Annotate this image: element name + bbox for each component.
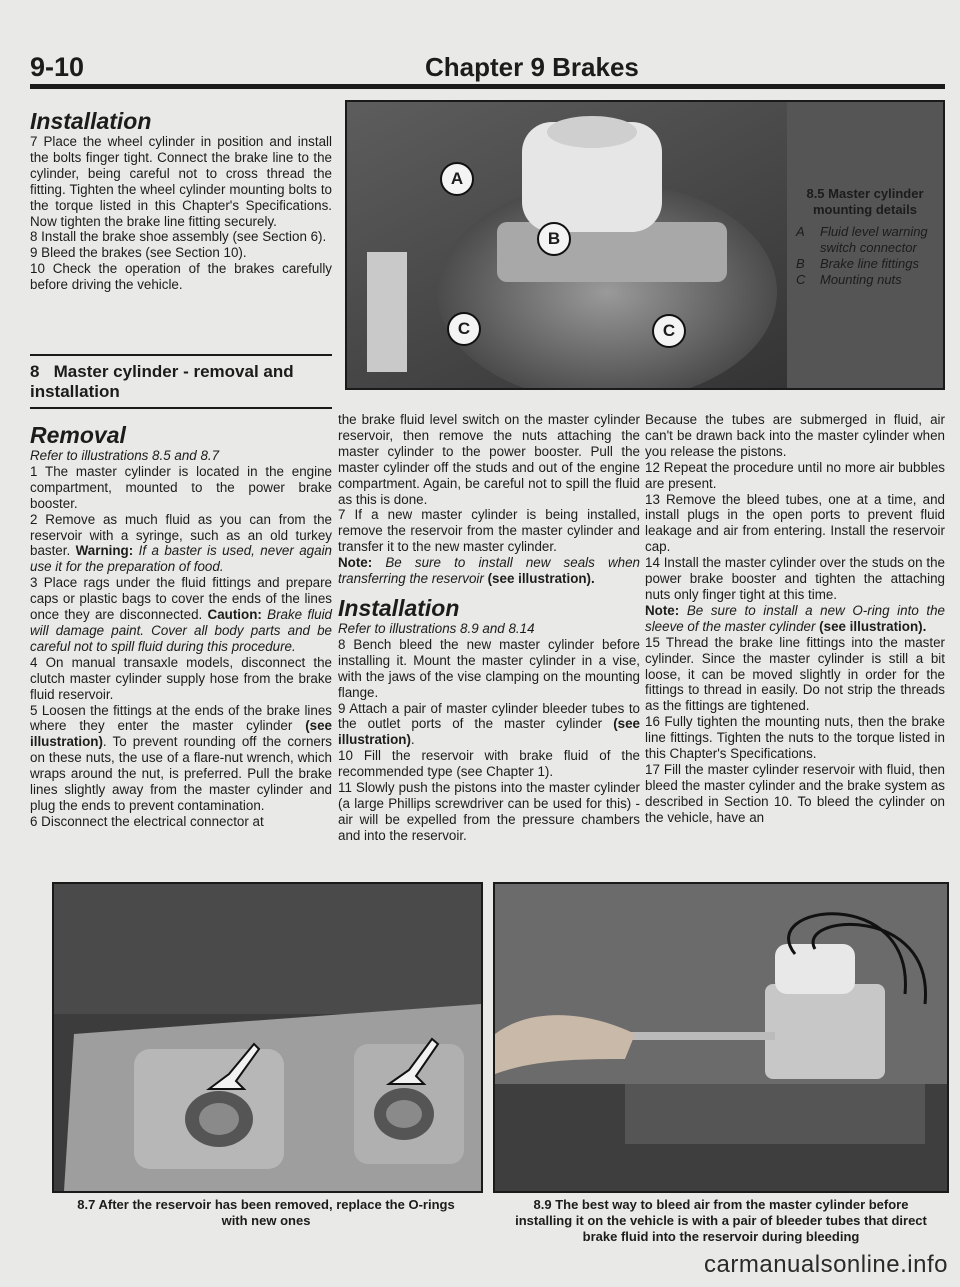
removal-heading: Removal bbox=[30, 422, 126, 448]
figure-8-9-caption: 8.9 The best way to bleed air from the master cylinder before installing it on the vehicle is with a pair of bleeder tubes that direct brake fluid into the reservoir during bleeding bbox=[515, 1197, 927, 1244]
step-17: 17 Fill the master cylinder reservoir with fluid, then bleed the master cylinder and the brake system as described in Section 10. To bleed the cylinder on the vehicle, have an bbox=[645, 761, 945, 825]
header-rule bbox=[30, 84, 945, 89]
see-illustration: (see illustration). bbox=[483, 571, 595, 587]
note-14 bbox=[645, 603, 945, 635]
installation-ref: Refer to illustrations 8.9 and 8.14 bbox=[338, 620, 535, 636]
note-label: Note: bbox=[338, 555, 373, 571]
step-3-text: 3 Place rags under the fluid fittings and prepare caps or plastic bags to cover the ends of the lines once they are disconnected. bbox=[30, 575, 332, 623]
legend-text: Mounting nuts bbox=[820, 272, 902, 287]
installation-heading: Installation bbox=[30, 108, 152, 134]
legend-row bbox=[790, 272, 940, 288]
step-3 bbox=[30, 575, 332, 655]
callout-c-right: C bbox=[652, 314, 686, 348]
watermark: carmanualsonline.info bbox=[704, 1251, 948, 1278]
step-14: 14 Install the master cylinder over the studs on the power brake booster and tighten the attaching nuts only finger tight at this time. bbox=[645, 555, 945, 602]
step-7: 7 Place the wheel cylinder in position and install the bolts finger tight. Connect the brake line to the cylinder, being careful not to cross thread the fitting. Tighten the wheel cylinder mounting bolts to the torque listed in this Chapter's Specifications. Now tighten the brake line fitting securely. bbox=[30, 134, 332, 229]
right-column bbox=[645, 412, 945, 826]
step-12: 12 Repeat the procedure until no more air bubbles are present. bbox=[645, 459, 945, 491]
step-9-text: 9 Attach a pair of master cylinder bleeder tubes to the outlet ports of the master cylinder bbox=[338, 700, 640, 732]
see-illustration: (see illustration). bbox=[815, 618, 927, 634]
step-16: 16 Fully tighten the mounting nuts, then the brake line fittings. Tighten the nuts to the torque listed in this Chapter's Specifications. bbox=[645, 714, 945, 762]
step-8: 8 Install the brake shoe assembly (see Section 6). bbox=[30, 229, 327, 245]
figure-8-9-drawing bbox=[495, 884, 947, 1191]
callout-b: B bbox=[537, 222, 571, 256]
step-5-text: 5 Loosen the fittings at the ends of the brake lines where they enter the master cylinder bbox=[30, 702, 332, 734]
step-11-install: 11 Slowly push the pistons into the master cylinder (a large Phillips screwdriver can be used for this) - air will be expelled from the pressure chambers and into the reservoir. bbox=[338, 780, 640, 843]
note-text: Be sure to install a new O-ring into the sleeve of the master cylinder bbox=[645, 602, 945, 634]
step-7-removal: 7 If a new master cylinder is being installed, remove the reservoir from the master cylinder and transfer it to the new master cylinder. bbox=[338, 507, 640, 555]
step-1: 1 The master cylinder is located in the engine compartment, mounted to the power brake booster. bbox=[30, 463, 332, 511]
warning-label: Warning: bbox=[75, 543, 134, 559]
section-title: Master cylinder - removal and installation bbox=[30, 362, 294, 401]
step-5-text-cont: . To prevent rounding off the corners on these nuts, the use of a flare-nut wrench, which wraps around the nut, is preferred. Pull the brake lines slightly away from the master cylinder and plug the ends to prevent contamination. bbox=[30, 734, 332, 813]
step-2-text: 2 Remove as much fluid as you can from the reservoir with a syringe, such as an old turkey baster. bbox=[30, 511, 332, 559]
legend-key: B bbox=[796, 256, 805, 271]
section-rule-bottom bbox=[30, 407, 332, 409]
caution-label: Caution: bbox=[207, 607, 262, 623]
step-2 bbox=[30, 512, 332, 576]
see-illustration: (see illustration) bbox=[338, 716, 640, 748]
figure-8-9-photo bbox=[493, 882, 949, 1193]
step-13: 13 Remove the bleed tubes, one at a time, and install plugs in the open ports to prevent fluid leakage and air from entering. Install the reservoir cap. bbox=[645, 491, 945, 555]
chapter-title: Chapter 9 Brakes bbox=[425, 52, 639, 82]
legend-row bbox=[790, 256, 940, 272]
caution-text: Brake fluid will damage paint. Cover all body parts and be careful not to spill fluid during this procedure. bbox=[30, 607, 332, 654]
page-number: 9-10 bbox=[30, 52, 85, 82]
legend-key: A bbox=[796, 224, 805, 239]
legend-text: Brake line fittings bbox=[820, 256, 919, 271]
figure-8-7-photo bbox=[52, 882, 483, 1193]
step-4: 4 On manual transaxle models, disconnect the clutch master cylinder supply hose from the brake fluid reservoir. bbox=[30, 654, 332, 702]
legend-row bbox=[790, 224, 940, 256]
figure-8-7-caption: 8.7 After the reservoir has been removed, replace the O-rings with new ones bbox=[77, 1197, 455, 1228]
figure-8-5-legend bbox=[790, 186, 940, 288]
removal-column bbox=[30, 422, 332, 830]
see-illustration: (see illustration) bbox=[30, 718, 332, 750]
step-11-cont: Because the tubes are submerged in fluid, air can't be drawn back into the master cylinder when you release the pistons. bbox=[645, 412, 945, 459]
top-left-column bbox=[30, 108, 332, 293]
legend-key: C bbox=[796, 272, 806, 287]
section-number: 8 bbox=[30, 362, 40, 381]
middle-column bbox=[338, 412, 640, 844]
removal-ref: Refer to illustrations 8.5 and 8.7 bbox=[30, 448, 220, 463]
legend-text: Fluid level warning switch connector bbox=[820, 224, 928, 255]
step-10-install: 10 Fill the reservoir with brake fluid of the recommended type (see Chapter 1). bbox=[338, 748, 640, 780]
step-5 bbox=[30, 703, 332, 814]
note-7 bbox=[338, 555, 640, 587]
step-15: 15 Thread the brake line fittings into the master cylinder. Since the master cylinder is still a bit loose, it can be moved slightly in order for the fittings to thread in easily. Do not strip the threads as the fittings are tightened. bbox=[645, 634, 945, 714]
figure-8-5-title: 8.5 Master cylinder mounting details bbox=[806, 186, 924, 217]
step-6: 6 Disconnect the electrical connector at bbox=[30, 813, 264, 829]
step-8-install: 8 Bench bleed the new master cylinder before installing it. Mount the master cylinder in a vise, with the jaws of the vise clamping on the mounting flange. bbox=[338, 636, 640, 700]
warning-text: If a baster is used, never again use it for the preparation of food. bbox=[30, 543, 332, 575]
section-heading bbox=[30, 362, 330, 402]
figure-8-7-drawing bbox=[54, 884, 481, 1191]
note-label: Note: bbox=[645, 602, 680, 618]
step-9-end: . bbox=[410, 732, 415, 748]
installation-heading-2: Installation bbox=[338, 594, 460, 621]
step-10: 10 Check the operation of the brakes carefully before driving the vehicle. bbox=[30, 261, 332, 293]
step-9-install bbox=[338, 701, 640, 749]
note-text: Be sure to install new seals when transferring the reservoir bbox=[338, 555, 640, 587]
step-6-cont: the brake fluid level switch on the master cylinder reservoir, then remove the nuts attaching the master cylinder to the power booster. Pull the master cylinder off the studs and out of the engine compartment. Again, be careful not to spill the fluid as this is done. bbox=[338, 412, 640, 507]
section-rule-top bbox=[30, 354, 332, 356]
callout-c-left: C bbox=[447, 312, 481, 346]
callout-a: A bbox=[440, 162, 474, 196]
step-9: 9 Bleed the brakes (see Section 10). bbox=[30, 245, 247, 261]
